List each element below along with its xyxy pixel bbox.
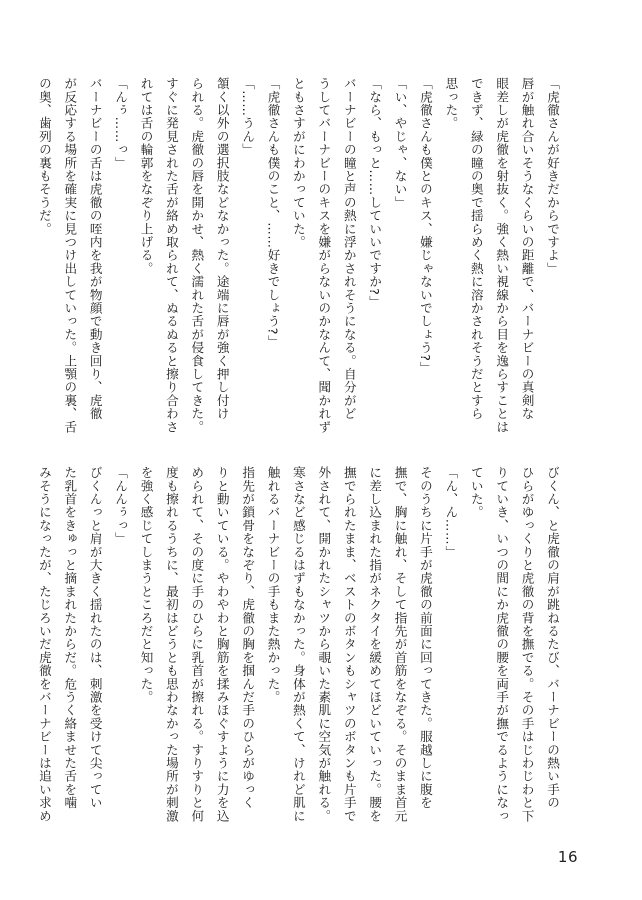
text-line: ともさすがにわかっていた。 <box>290 77 306 249</box>
text-line: 「虎徹さんも僕のこと、……好きでしょう?」 <box>265 77 281 349</box>
text-line: 寒さなど感じるはずもなかった。身体が熱くて、けれど肌に <box>290 466 306 823</box>
text-line: 「んぅ……っ」 <box>113 77 129 170</box>
text-line: 度も擦れるうちに、最初はどうとも思わなかった場所が刺激 <box>163 466 179 823</box>
text-line: 唇が触れ合いそうなくらいの距離で、バーナビーの真剣な <box>519 77 535 421</box>
text-line: を強く感じてしまうところだと知った。 <box>138 466 154 704</box>
text-line: められて、その度に手のひらに乳首が擦れる。すりすりと何 <box>189 466 205 823</box>
text-line: ていた。 <box>468 466 484 519</box>
text-line: れては舌の輪郭をなぞり上げる。 <box>138 77 154 275</box>
text-line: 撫でられたまま、ベストのボタンもシャツのボタンも片手で <box>341 466 357 823</box>
text-line: 外されて、開かれたシャツから覗いた素肌に空気が触れる。 <box>316 466 332 823</box>
text-line: そのうちに片手が虎徹の前面に回ってきた。服越しに腹を <box>417 466 433 810</box>
text-line: うしてバーナビーのキスを嫌がらないのかなんて、聞かれず <box>316 77 332 434</box>
text-line: 触れるバーナビーの手もまた熱かった。 <box>265 466 281 704</box>
text-line: できず、緑の瞳の奥で揺らめく熱に溶かされそうだとすら <box>468 77 484 421</box>
upper-text-block <box>36 77 565 434</box>
text-line: 撫で、胸に触れ、そして指先が首筋をなぞる。そのまま首元 <box>392 466 408 823</box>
text-line: 頷く以外の選択肢などなかった。途端に唇が強く押し付け <box>214 77 230 421</box>
text-line: りていき、いつの間にか虎徹の腰を両手が撫でるようになっ <box>494 466 510 823</box>
text-line: りと動いている。やわやわと胸筋を揉みほぐすように力を込 <box>214 466 230 823</box>
text-line: 思った。 <box>443 77 459 130</box>
text-line: ひらがゆっくりと虎徹の背を撫でる。その手はじわじわと下 <box>519 466 535 823</box>
text-line: 眼差しが虎徹を射抜く。強く熱い視線から目を逸らすことは <box>494 77 510 434</box>
page-number: 16 <box>557 848 578 866</box>
text-line: に差し込まれた指がネクタイを緩めてほどいていった。腰を <box>367 466 383 823</box>
text-line: 「い、やじゃ、ない」 <box>392 77 408 209</box>
lower-text-block <box>36 466 565 823</box>
text-line: 「ん、ん……」 <box>443 466 459 559</box>
text-line: 「……うん」 <box>240 77 256 157</box>
text-line: の奥、歯列の裏もそうだ。 <box>36 77 52 236</box>
text-line: 「虎徹さんも僕とのキス、嫌じゃないでしょう?」 <box>417 77 433 375</box>
text-line: 「虎徹さんが好きだからですよ」 <box>545 77 560 275</box>
text-line: みそうになったが、たじろいだ虎徹をバーナビーは追い求め <box>36 466 52 823</box>
text-line: た乳首をきゅっと摘まれたからだ。危うく絡ませた舌を噛 <box>62 466 78 810</box>
text-line: 指先が鎖骨をなぞり、虎徹の胸を掴んだ手のひらがゆっく <box>240 466 256 810</box>
text-line: られる。虎徹の唇を開かせ、熱く濡れた舌が侵食してきた。 <box>189 77 205 434</box>
text-line: バーナビーの瞳と声の熱に浮かされそうになる。自分がど <box>341 77 357 421</box>
text-line: 「なら、もっと……していいですか?」 <box>367 77 383 309</box>
text-line: バーナビーの舌は虎徹の咥内を我が物顔で動き回り、虎徹 <box>87 77 103 421</box>
text-line: 「んんぅっ」 <box>113 466 129 546</box>
text-line: びくん、と虎徹の肩が跳ねるたび、バーナビーの熱い手の <box>545 466 560 810</box>
text-line: すぐに発見された舌が絡め取られて、ぬるぬると擦り合わさ <box>163 77 179 434</box>
text-line: びくんっと肩が大きく揺れたのは、刺激を受けて尖ってい <box>87 466 103 810</box>
text-line: が反応する場所を確実に見つけ出していった。上顎の裏、舌 <box>62 77 78 434</box>
